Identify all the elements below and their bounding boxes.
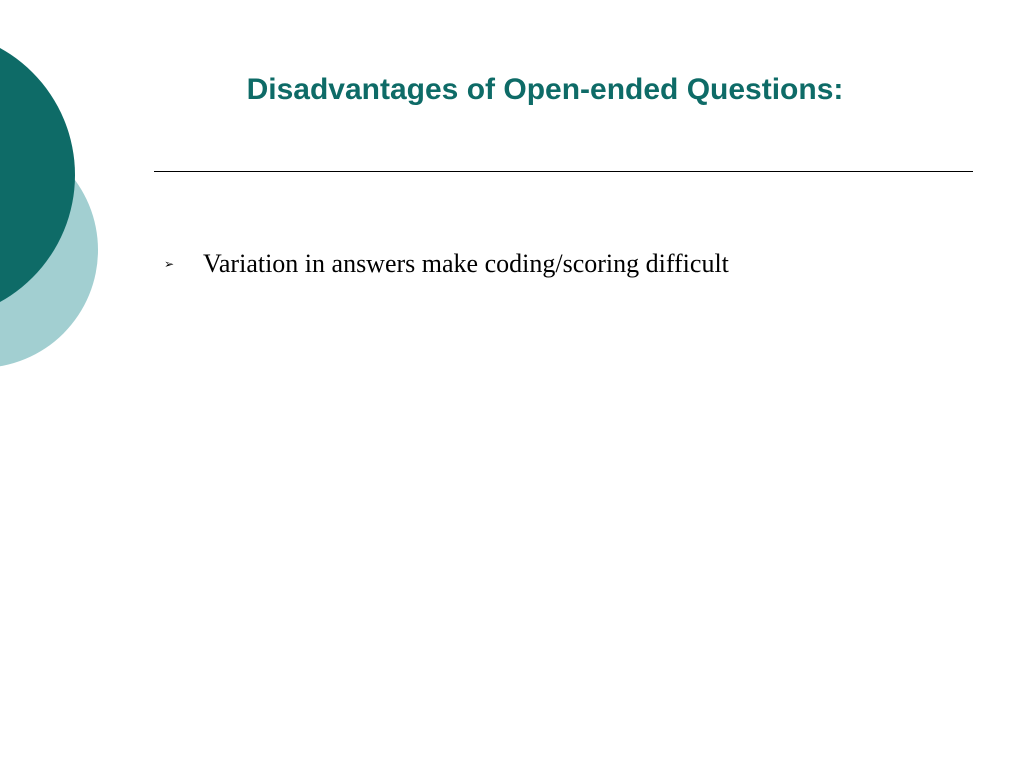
decorative-circles — [0, 0, 110, 410]
title-divider — [154, 171, 973, 172]
slide-title: Disadvantages of Open-ended Questions: — [246, 73, 844, 106]
bullet-list — [160, 244, 729, 284]
bullet-item — [160, 244, 729, 284]
arrow-bullet-icon: ➢ — [164, 257, 175, 271]
bullet-text: Variation in answers make coding/scoring difficult — [203, 249, 729, 278]
